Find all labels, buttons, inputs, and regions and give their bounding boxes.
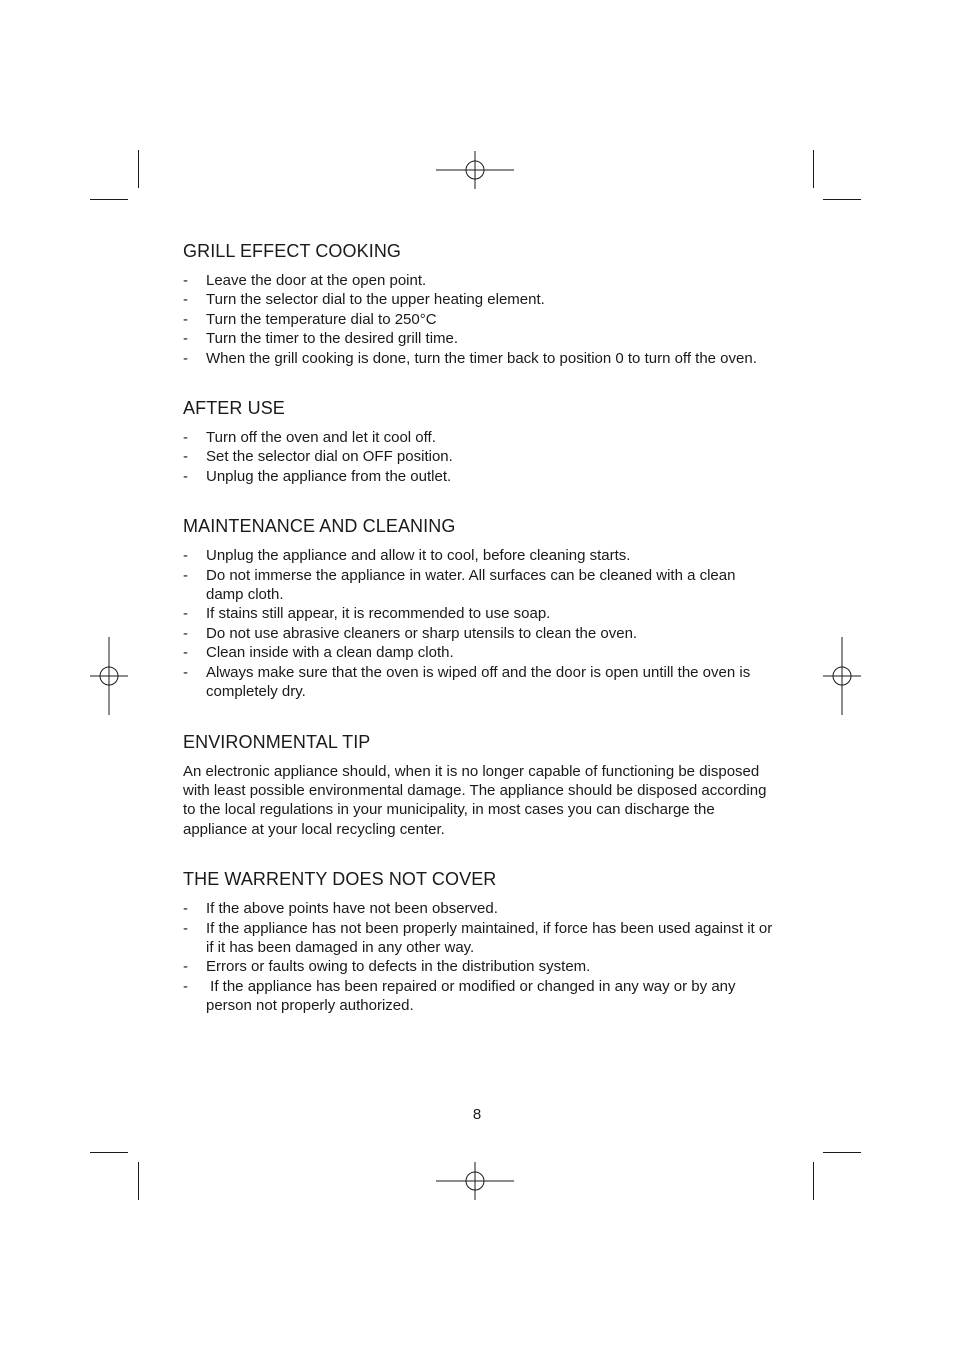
list-dash: - xyxy=(183,310,188,328)
crop-mark-icon xyxy=(823,199,861,200)
list-item-text: If the appliance has been repaired or modified or changed in any way or by any person not properly authorized. xyxy=(206,977,740,1015)
list-dash: - xyxy=(183,349,188,367)
crop-mark-icon xyxy=(138,1162,139,1200)
list-item-text: When the grill cooking is done, turn the timer back to position 0 to turn off the oven. xyxy=(206,349,757,367)
list-item-text: Unplug the appliance from the outlet. xyxy=(206,467,452,485)
list-dash: - xyxy=(183,547,188,565)
list-item-text: Set the selector dial on OFF position. xyxy=(206,448,453,466)
list-dash: - xyxy=(183,291,188,309)
list-dash: - xyxy=(183,330,188,348)
list-item xyxy=(183,329,773,348)
list-item xyxy=(183,977,773,1016)
list-dash: - xyxy=(183,429,188,447)
page-number: 8 xyxy=(472,1106,482,1123)
list-dash: - xyxy=(183,958,188,976)
instruction-list xyxy=(183,428,773,486)
list-item xyxy=(183,310,773,329)
list-item-text: Unplug the appliance and allow it to cool, before cleaning starts. xyxy=(206,547,631,565)
crop-mark-icon xyxy=(813,1162,814,1200)
list-item-text: If stains still appear, it is recommended to use soap. xyxy=(206,605,551,623)
list-item xyxy=(183,919,773,958)
section-warranty-exclusions xyxy=(183,866,773,1015)
list-item xyxy=(183,624,773,643)
list-dash: - xyxy=(183,566,188,584)
list-item-text: Clean inside with a clean damp cloth. xyxy=(206,644,454,662)
section-maintenance-and-cleaning xyxy=(183,513,773,701)
crop-mark-icon xyxy=(813,150,814,188)
crop-mark-icon xyxy=(90,1152,128,1153)
list-item xyxy=(183,566,773,605)
list-item xyxy=(183,663,773,702)
list-item xyxy=(183,643,773,662)
list-dash: - xyxy=(183,448,188,466)
registration-mark-icon xyxy=(70,637,148,715)
list-item xyxy=(183,428,773,447)
list-item-text: If the above points have not been observed. xyxy=(206,900,498,918)
section-after-use xyxy=(183,395,773,486)
list-item-text: Do not use abrasive cleaners or sharp utensils to clean the oven. xyxy=(206,624,638,642)
section-heading: GRILL EFFECT COOKING xyxy=(183,241,402,261)
registration-mark-icon xyxy=(803,637,881,715)
list-dash: - xyxy=(183,467,188,485)
manual-content xyxy=(183,238,773,1016)
list-item-text: Turn the temperature dial to 250°C xyxy=(206,310,437,328)
section-environmental-tip xyxy=(183,729,773,840)
list-dash: - xyxy=(183,977,188,995)
section-heading: MAINTENANCE AND CLEANING xyxy=(183,516,456,537)
list-item xyxy=(183,546,773,565)
list-dash: - xyxy=(183,900,188,918)
list-item xyxy=(183,271,773,290)
list-item-text: Turn the selector dial to the upper heating element. xyxy=(206,291,545,309)
list-item xyxy=(183,467,773,486)
list-dash: - xyxy=(183,624,188,642)
registration-mark-icon xyxy=(436,1142,514,1220)
environmental-tip-paragraph: An electronic appliance should, when it is no longer capable of functioning be disposed with least possible environmental damage. The appliance should be disposed according to the local regulations in your municipality, in most cases you can discharge the appliance at your local recycling center. xyxy=(183,762,767,838)
list-item xyxy=(183,899,773,918)
list-item xyxy=(183,447,773,466)
list-item xyxy=(183,290,773,309)
list-dash: - xyxy=(183,663,188,681)
list-dash: - xyxy=(183,919,188,937)
list-item xyxy=(183,349,773,368)
section-heading: THE WARRENTY DOES NOT COVER xyxy=(183,869,497,890)
list-item-text: Always make sure that the oven is wiped off and the door is open untill the oven is completely dry. xyxy=(206,663,751,701)
list-item-text: Leave the door at the open point. xyxy=(206,272,427,289)
crop-mark-icon xyxy=(90,199,128,200)
list-item xyxy=(183,957,773,976)
registration-mark-icon xyxy=(436,131,514,209)
instruction-list xyxy=(183,271,773,368)
section-heading: AFTER USE xyxy=(183,398,285,419)
list-item-text: Turn off the oven and let it cool off. xyxy=(206,429,436,447)
list-dash: - xyxy=(183,272,188,289)
crop-mark-icon xyxy=(823,1152,861,1153)
list-item xyxy=(183,604,773,623)
section-grill-effect-cooking xyxy=(183,238,773,368)
list-item-text: Turn the timer to the desired grill time. xyxy=(206,330,459,348)
list-dash: - xyxy=(183,644,188,662)
crop-mark-icon xyxy=(138,150,139,188)
instruction-list xyxy=(183,546,773,701)
section-heading: ENVIRONMENTAL TIP xyxy=(183,731,371,752)
instruction-list xyxy=(183,899,773,1015)
list-item-text: Errors or faults owing to defects in the distribution system. xyxy=(206,958,591,976)
list-dash: - xyxy=(183,605,188,623)
list-item-text: Do not immerse the appliance in water. All surfaces can be cleaned with a clean damp cloth. xyxy=(206,566,736,604)
list-item-text: If the appliance has not been properly maintained, if force has been used against it or if it has been damaged in any other way. xyxy=(206,919,773,956)
